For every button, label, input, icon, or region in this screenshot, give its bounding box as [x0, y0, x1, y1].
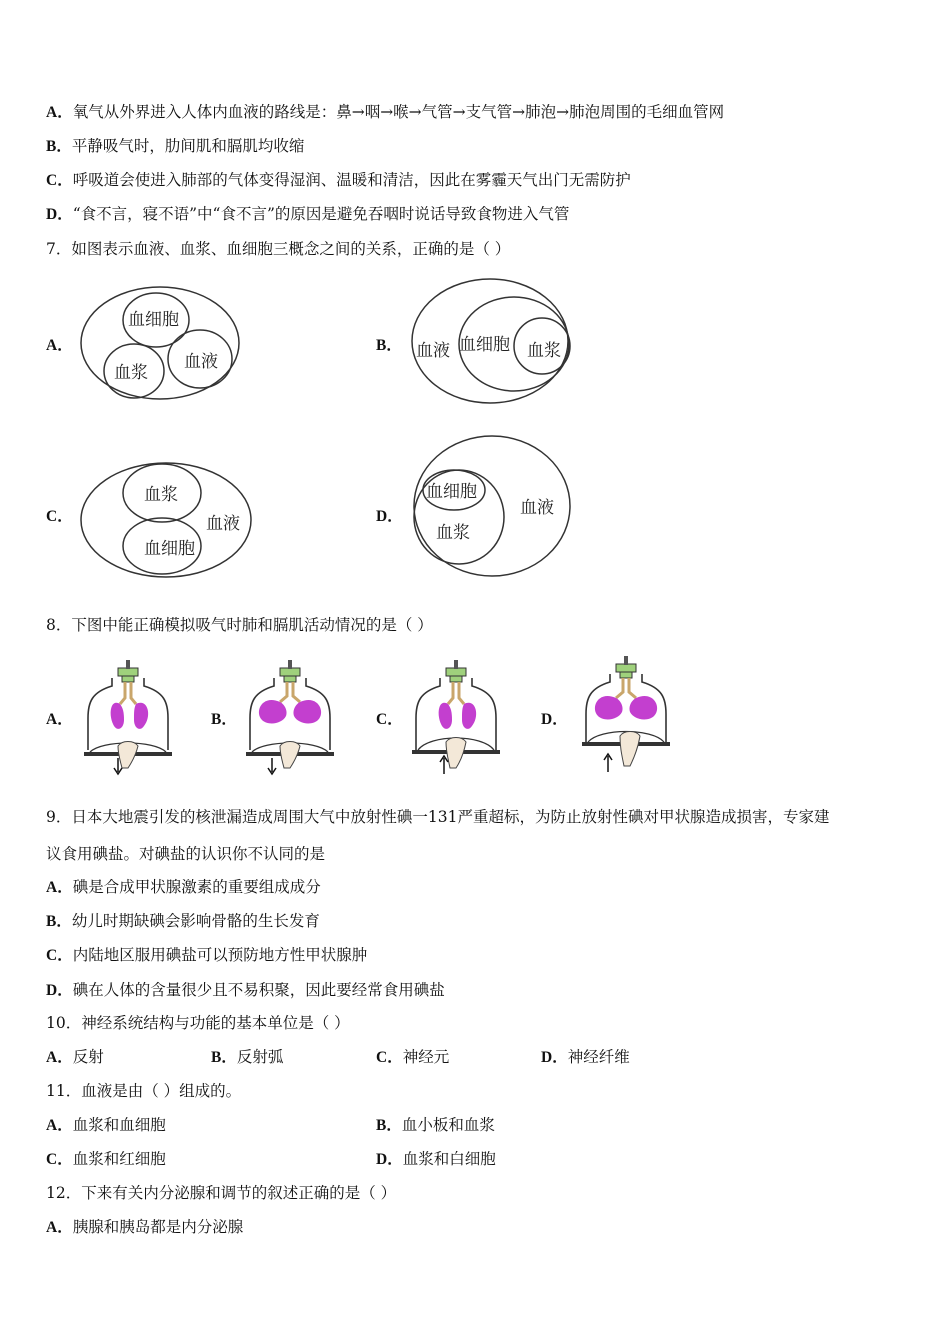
q8-label-b: B．	[211, 711, 237, 728]
q7-label-c: C．	[46, 508, 73, 525]
q6-option-b: B．平静吸气时，肋间肌和膈肌均收缩	[46, 137, 305, 155]
q7-diagram-d	[410, 432, 574, 580]
q7-label-a: A．	[46, 337, 73, 354]
q8-bell-jar-c	[410, 654, 502, 779]
q7c-blood-term: 血液	[206, 514, 240, 534]
q9-stem-line2: 议食用碘盐。对碘盐的认识你不认同的是	[46, 845, 326, 863]
q8-label-c: C．	[376, 711, 403, 728]
q6-option-d: D．“食不言，寝不语”中“食不言”的原因是避免吞咽时说话导致食物进入气管	[46, 205, 570, 223]
q11-option-c: C．血浆和红细胞	[46, 1150, 166, 1168]
q9-option-c: C．内陆地区服用碘盐可以预防地方性甲状腺肿	[46, 946, 368, 964]
q7a-plasma-term: 血浆	[114, 363, 148, 383]
q10-option-d: D．神经纤维	[541, 1048, 630, 1066]
q7-diagram-b	[408, 274, 578, 410]
q11-option-a: A．血浆和血细胞	[46, 1116, 166, 1134]
q8-bell-jar-b	[244, 654, 336, 779]
q12-stem: 12．下来有关内分泌腺和调节的叙述正确的是（ ）	[46, 1184, 397, 1202]
q9-option-d: D．碘在人体的含量很少且不易积聚，因此要经常食用碘盐	[46, 981, 445, 999]
q8-bell-jar-a	[82, 654, 174, 779]
q7a-blood-term: 血液	[184, 352, 218, 372]
q8-bell-jar-d	[580, 650, 672, 775]
q7-label-d: D．	[376, 508, 403, 525]
q10-option-c: C．神经元	[376, 1048, 450, 1066]
q10-stem: 10．神经系统结构与功能的基本单位是（ ）	[46, 1014, 350, 1032]
q7c-cells-term: 血细胞	[144, 539, 195, 559]
q7b-blood-term: 血液	[416, 341, 450, 361]
q7b-plasma-term: 血浆	[527, 341, 561, 361]
q6-option-a: A．氧气从外界进入人体内血液的路线是：鼻→咽→喉→气管→支气管→肺泡→肺泡周围的毛细血管网	[46, 103, 725, 121]
q8-label-a: A．	[46, 711, 73, 728]
q11-option-d: D．血浆和白细胞	[376, 1150, 496, 1168]
q7-stem: 7．如图表示血液、血浆、血细胞三概念之间的关系，正确的是（ ）	[46, 240, 511, 258]
q7-diagram-a	[76, 284, 246, 404]
q7-label-b: B．	[376, 337, 402, 354]
q7d-cells-term: 血细胞	[426, 482, 477, 502]
q8-label-d: D．	[541, 711, 568, 728]
q10-option-b: B．反射弧	[211, 1048, 284, 1066]
q7a-cells-term: 血细胞	[128, 310, 179, 330]
q7d-plasma-term: 血浆	[436, 523, 470, 543]
q7c-plasma-term: 血浆	[144, 485, 178, 505]
q7d-blood-term: 血液	[520, 498, 554, 518]
q7-diagram-c	[78, 458, 258, 582]
q9-option-a: A．碘是合成甲状腺激素的重要组成成分	[46, 878, 321, 896]
q8-stem: 8．下图中能正确模拟吸气时肺和膈肌活动情况的是（ ）	[46, 616, 433, 634]
q11-stem: 11．血液是由（ ）组成的。	[46, 1082, 242, 1100]
q12-option-a: A．胰腺和胰岛都是内分泌腺	[46, 1218, 244, 1236]
q7b-cells-term: 血细胞	[459, 335, 510, 355]
q6-option-c: C．呼吸道会使进入肺部的气体变得湿润、温暖和清洁，因此在雾霾天气出门无需防护	[46, 171, 631, 189]
q9-option-b: B．幼儿时期缺碘会影响骨骼的生长发育	[46, 912, 320, 930]
q9-stem-line1: 9．日本大地震引发的核泄漏造成周围大气中放射性碘一131严重超标，为防止放射性碘对甲状腺造成损害，专家建	[46, 808, 830, 826]
q11-option-b: B．血小板和血浆	[376, 1116, 495, 1134]
q10-option-a: A．反射	[46, 1048, 104, 1066]
